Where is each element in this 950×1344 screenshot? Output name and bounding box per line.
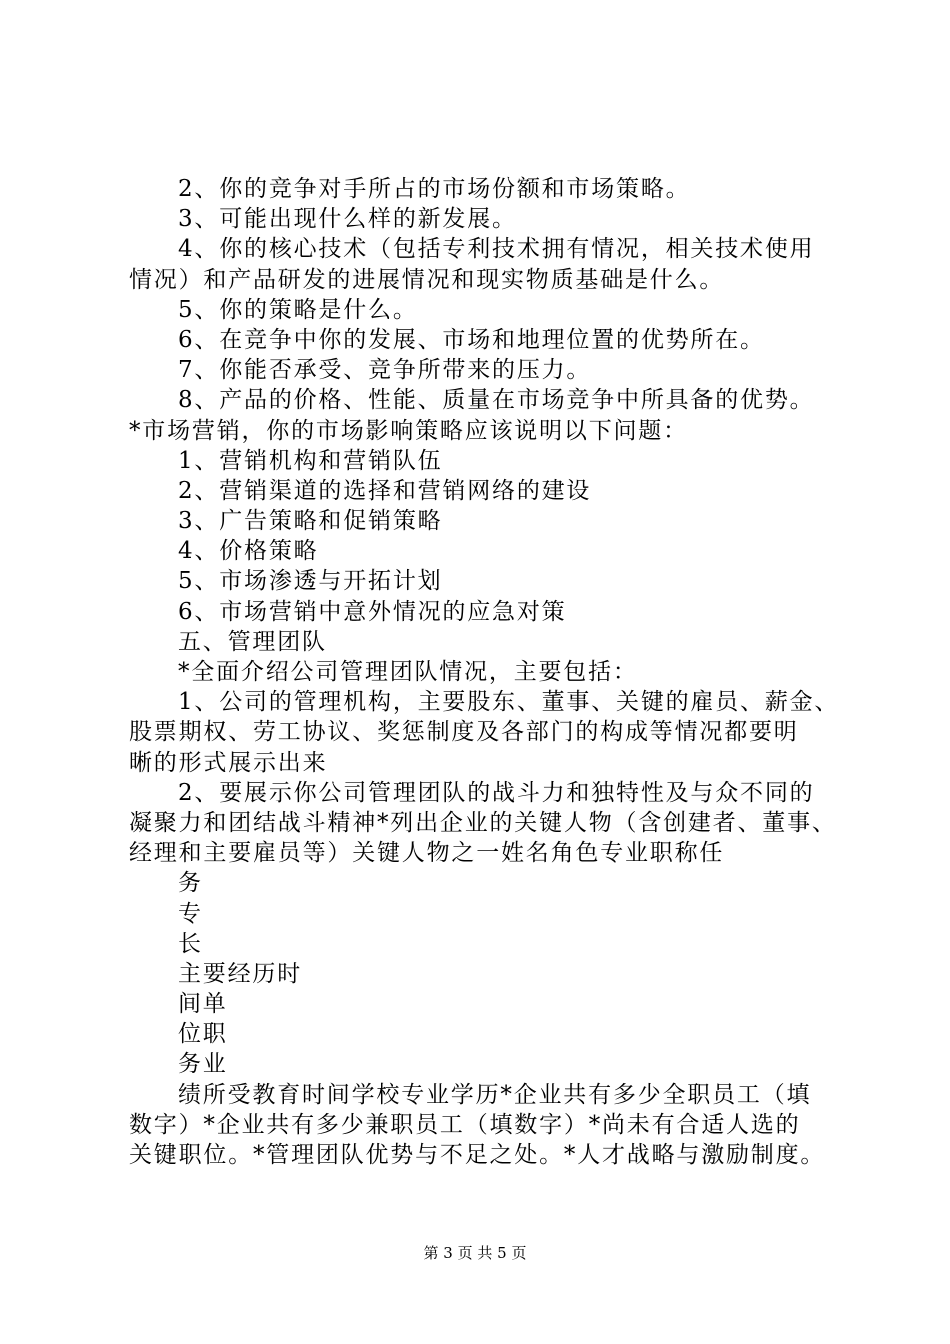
text-line: 绩所受教育时间学校专业学历*企业共有多少全职员工（填 — [178, 1081, 812, 1108]
text-line: 6、在竞争中你的发展、市场和地理位置的优势所在。 — [178, 326, 765, 353]
text-line: 1、营销机构和营销队伍 — [178, 447, 443, 474]
text-line: 5、你的策略是什么。 — [178, 296, 418, 323]
text-line: 五、管理团队 — [178, 628, 327, 655]
text-line: 务业 — [178, 1051, 228, 1078]
text-line: 2、营销渠道的选择和营销网络的建设 — [178, 477, 592, 504]
text-line: 情况）和产品研发的进展情况和现实物质基础是什么。 — [129, 266, 725, 293]
text-line: 7、你能否承受、竞争所带来的压力。 — [178, 357, 592, 384]
text-line: 5、市场渗透与开拓计划 — [178, 568, 443, 595]
text-line: 2、要展示你公司管理团队的战斗力和独特性及与众不同的 — [178, 779, 815, 806]
document-body — [129, 174, 859, 1170]
text-line: 关键职位。*管理团队优势与不足之处。*人才战略与激励制度。 — [129, 1142, 826, 1168]
text-line: 4、价格策略 — [178, 538, 319, 565]
text-line: 3、可能出现什么样的新发展。 — [178, 206, 517, 233]
text-line: 股票期权、劳工协议、奖惩制度及各部门的构成等情况都要明 — [129, 719, 799, 746]
text-line: 2、你的竞争对手所占的市场份额和市场策略。 — [178, 176, 691, 202]
text-line: 长 — [178, 930, 203, 957]
text-line: 1、公司的管理机构，主要股东、董事、关键的雇员、薪金、 — [178, 689, 840, 716]
text-line: *市场营销，你的市场影响策略应该说明以下问题： — [129, 417, 688, 444]
text-line: 经理和主要雇员等）关键人物之一姓名角色专业职称任 — [129, 840, 725, 867]
text-line: 6、市场营销中意外情况的应急对策 — [178, 598, 567, 625]
text-line: 专 — [178, 900, 203, 927]
text-line: 间单 — [178, 991, 228, 1018]
text-line: 3、广告策略和促销策略 — [178, 508, 443, 535]
text-line: 数字）*企业共有多少兼职员工（填数字）*尚未有合适人选的 — [129, 1111, 801, 1138]
text-line: 务 — [178, 870, 203, 897]
text-line: 位职 — [178, 1021, 228, 1048]
page-footer: 第 3 页 共 5 页 — [423, 1244, 527, 1262]
text-line: 4、你的核心技术（包括专利技术拥有情况，相关技术使用 — [178, 236, 815, 263]
text-line: 8、产品的价格、性能、质量在市场竞争中所具备的优势。 — [178, 387, 815, 414]
text-line: 凝聚力和团结战斗精神*列出企业的关键人物（含创建者、董事、 — [129, 809, 837, 836]
text-line: 晰的形式展示出来 — [129, 749, 328, 776]
text-line: *全面介绍公司管理团队情况，主要包括： — [178, 659, 638, 685]
text-line: 主要经历时 — [178, 960, 302, 987]
